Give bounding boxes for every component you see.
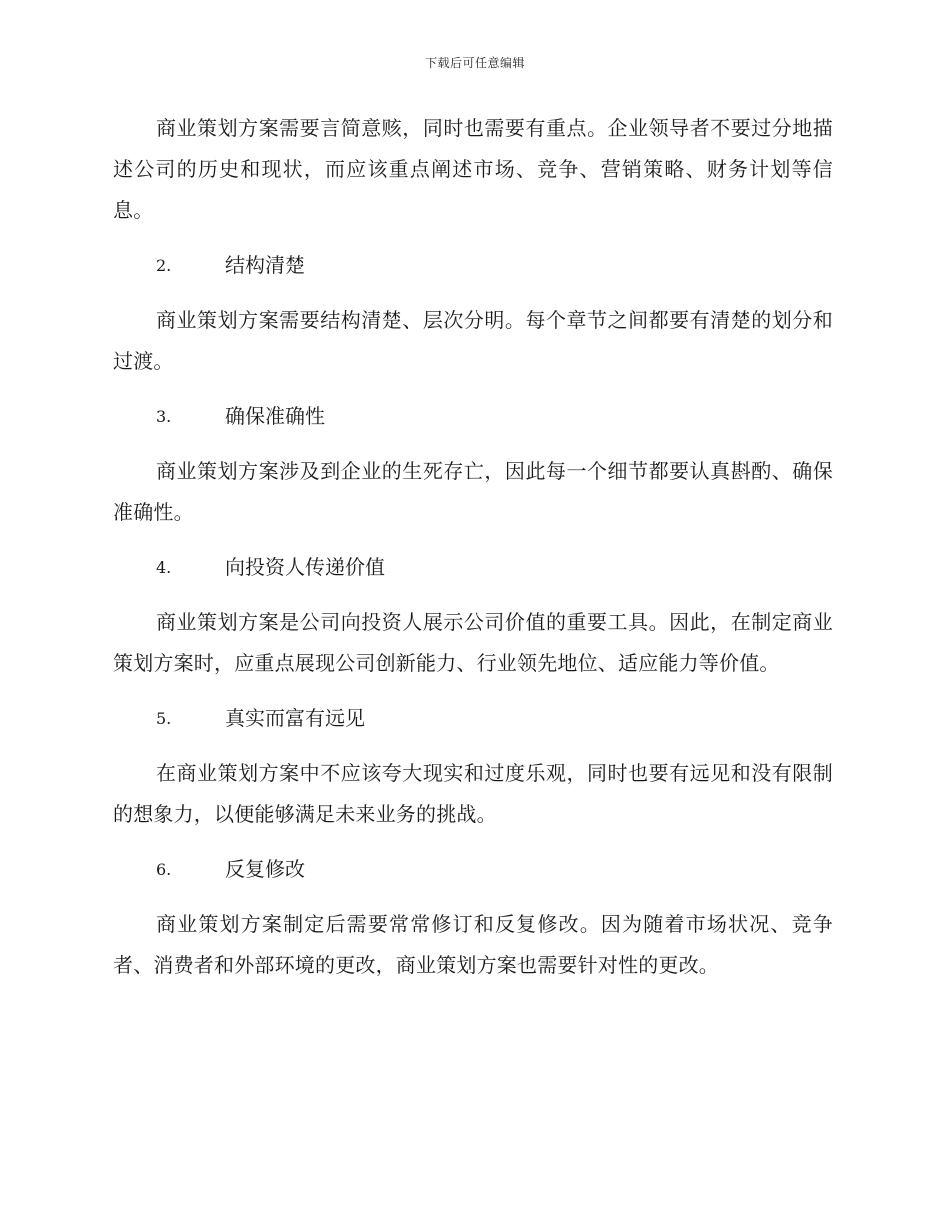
section-paragraph: 在商业策划方案中不应该夸大现实和过度乐观，同时也要有远见和没有限制的想象力，以便能够满足未来业务的挑战。 [113,761,833,826]
section-number: 3. [156,407,172,426]
section-heading-6 [113,849,833,890]
page-header: 下载后可任意编辑 [424,56,525,70]
section-number: 2. [156,256,172,275]
section-title: 结构清楚 [225,253,305,277]
document-body [113,108,833,1000]
section-heading-3 [113,396,833,437]
section-paragraph: 商业策划方案需要结构清楚、层次分明。每个章节之间都要有清楚的划分和过渡。 [113,308,833,373]
section-heading-5 [113,698,833,739]
section-number: 4. [156,558,172,577]
section-heading-4 [113,547,833,588]
intro-paragraph: 商业策划方案需要言简意赅，同时也需要有重点。企业领导者不要过分地描述公司的历史和现状，而应该重点阐述市场、竞争、营销策略、财务计划等信息。 [113,116,833,222]
section-heading-2 [113,245,833,286]
section-title: 确保准确性 [225,404,325,428]
section-number: 6. [156,860,172,879]
section-paragraph: 商业策划方案制定后需要常常修订和反复修改。因为随着市场状况、竞争者、消费者和外部环境的更改，商业策划方案也需要针对性的更改。 [113,912,833,977]
section-paragraph: 商业策划方案涉及到企业的生死存亡，因此每一个细节都要认真斟酌、确保准确性。 [113,459,833,524]
section-number: 5. [156,709,172,728]
section-title: 反复修改 [225,857,305,881]
section-title: 向投资人传递价值 [225,555,385,579]
section-paragraph: 商业策划方案是公司向投资人展示公司价值的重要工具。因此，在制定商业策划方案时，应重点展现公司创新能力、行业领先地位、适应能力等价值。 [113,610,833,675]
section-title: 真实而富有远见 [225,706,365,730]
